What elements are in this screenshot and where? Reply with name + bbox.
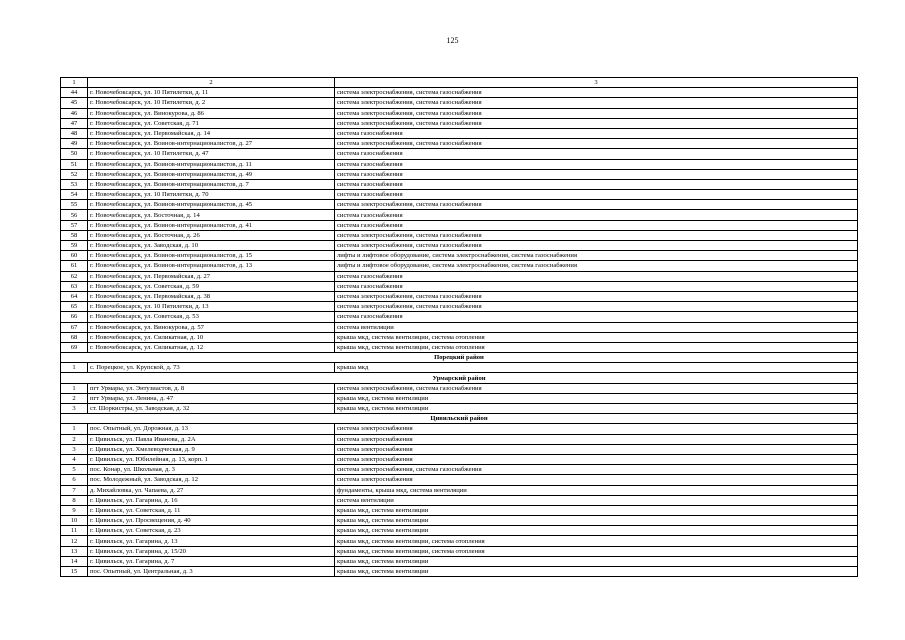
row-address: пос. Конар, ул. Школьная, д. 3 <box>88 465 335 475</box>
row-number: 3 <box>61 444 88 454</box>
table-row <box>61 465 858 475</box>
table-row <box>61 190 858 200</box>
row-address: г. Цивильск, ул. Гагарина, д. 13 <box>88 536 335 546</box>
district-section-row <box>61 353 858 363</box>
row-systems: крыша мкд, система вентиляции, система отопления <box>335 342 858 352</box>
table-row <box>61 475 858 485</box>
page-number: 125 <box>446 36 459 45</box>
table-row <box>61 567 858 577</box>
row-number: 2 <box>61 434 88 444</box>
table-row <box>61 393 858 403</box>
table-row <box>61 149 858 159</box>
row-number: 7 <box>61 485 88 495</box>
row-address: пгт Урмары, ул. Энтузиастов, д. 8 <box>88 383 335 393</box>
row-number: 59 <box>61 241 88 251</box>
row-number: 11 <box>61 526 88 536</box>
row-address: пос. Опытный, ул. Дорожная, д. 13 <box>88 424 335 434</box>
row-systems: система газоснабжения <box>335 281 858 291</box>
row-systems: система электроснабжения, система газоснабжения <box>335 241 858 251</box>
row-address: г. Новочебоксарск, ул. Первомайская, д. 14 <box>88 128 335 138</box>
row-systems: система газоснабжения <box>335 210 858 220</box>
row-systems: система электроснабжения, система газоснабжения <box>335 88 858 98</box>
row-systems: лифты и лифтовое оборудование, система электроснабжения, система газоснабжения <box>335 261 858 271</box>
row-address: ст. Шоркистры, ул. Заводская, д. 32 <box>88 404 335 414</box>
row-address: г. Новочебоксарск, ул. Восточная, д. 26 <box>88 230 335 240</box>
row-systems: система электроснабжения, система газоснабжения <box>335 230 858 240</box>
table-row <box>61 159 858 169</box>
table-row <box>61 495 858 505</box>
table-row <box>61 88 858 98</box>
row-number: 15 <box>61 567 88 577</box>
table-row <box>61 546 858 556</box>
row-address: г. Новочебоксарск, ул. 10 Пятилетки, д. 70 <box>88 190 335 200</box>
row-address: г. Цивильск, ул. Хмелеводческая, д. 9 <box>88 444 335 454</box>
row-address: г. Цивильск, ул. Гагарина, д. 15/20 <box>88 546 335 556</box>
row-address: д. Михайловка, ул. Чапаева, д. 27 <box>88 485 335 495</box>
table-row <box>61 536 858 546</box>
row-number: 1 <box>61 424 88 434</box>
row-systems: крыша мкд <box>335 363 858 373</box>
row-address: г. Новочебоксарск, ул. Заводская, д. 10 <box>88 241 335 251</box>
row-address: с. Порецкое, ул. Крупской, д. 73 <box>88 363 335 373</box>
row-address: г. Новочебоксарск, ул. Воинов-интернационалистов, д. 45 <box>88 200 335 210</box>
row-address: г. Новочебоксарск, ул. 10 Пятилетки, д. 11 <box>88 88 335 98</box>
table-row <box>61 291 858 301</box>
table-row <box>61 128 858 138</box>
row-address: г. Новочебоксарск, ул. Силикатная, д. 10 <box>88 332 335 342</box>
row-systems: крыша мкд, система вентиляции <box>335 516 858 526</box>
row-systems: фундаменты, крыша мкд, система вентиляции <box>335 485 858 495</box>
table-row <box>61 230 858 240</box>
row-number: 50 <box>61 149 88 159</box>
row-number: 6 <box>61 475 88 485</box>
table-row <box>61 485 858 495</box>
row-address: г. Цивильск, ул. Павла Иванова, д. 2А <box>88 434 335 444</box>
row-systems: лифты и лифтовое оборудование, система электроснабжения, система газоснабжения <box>335 251 858 261</box>
row-systems: крыша мкд, система вентиляции <box>335 567 858 577</box>
row-number: 46 <box>61 108 88 118</box>
column-number-3: 3 <box>335 78 858 88</box>
table-row <box>61 312 858 322</box>
row-number: 14 <box>61 556 88 566</box>
row-number: 64 <box>61 291 88 301</box>
row-systems: крыша мкд, система вентиляции <box>335 404 858 414</box>
row-number: 12 <box>61 536 88 546</box>
row-systems: система электроснабжения <box>335 434 858 444</box>
row-systems: крыша мкд, система вентиляции, система отопления <box>335 546 858 556</box>
row-address: пгт Урмары, ул. Ленина, д. 47 <box>88 393 335 403</box>
row-number: 1 <box>61 363 88 373</box>
row-address: г. Новочебоксарск, ул. Воинов-интернационалистов, д. 49 <box>88 169 335 179</box>
row-systems: система вентиляции <box>335 495 858 505</box>
row-systems: крыша мкд, система вентиляции, система отопления <box>335 332 858 342</box>
district-title: Цивильский район <box>61 414 858 424</box>
table-row <box>61 108 858 118</box>
row-systems: система газоснабжения <box>335 190 858 200</box>
row-number: 47 <box>61 118 88 128</box>
row-systems: система электроснабжения, система газоснабжения <box>335 108 858 118</box>
row-number: 61 <box>61 261 88 271</box>
row-systems: система электроснабжения <box>335 444 858 454</box>
row-number: 63 <box>61 281 88 291</box>
row-address: пос. Молодежный, ул. Заводская, д. 12 <box>88 475 335 485</box>
row-systems: система электроснабжения, система газоснабжения <box>335 383 858 393</box>
table-row <box>61 332 858 342</box>
table-row <box>61 516 858 526</box>
row-number: 58 <box>61 230 88 240</box>
column-number-row <box>61 78 858 88</box>
table-row <box>61 241 858 251</box>
row-number: 54 <box>61 190 88 200</box>
row-systems: крыша мкд, система вентиляции, система отопления <box>335 536 858 546</box>
row-systems: система электроснабжения, система газоснабжения <box>335 200 858 210</box>
table-row <box>61 98 858 108</box>
row-systems: система электроснабжения <box>335 424 858 434</box>
table-row <box>61 220 858 230</box>
row-systems: система газоснабжения <box>335 169 858 179</box>
table-row <box>61 505 858 515</box>
row-number: 56 <box>61 210 88 220</box>
row-address: г. Новочебоксарск, ул. Воинов-интернационалистов, д. 13 <box>88 261 335 271</box>
row-address: г. Новочебоксарск, ул. Винокурова, д. 57 <box>88 322 335 332</box>
row-address: г. Цивильск, ул. Просвещения, д. 40 <box>88 516 335 526</box>
row-address: г. Новочебоксарск, ул. 10 Пятилетки, д. 13 <box>88 302 335 312</box>
row-number: 13 <box>61 546 88 556</box>
table-row <box>61 424 858 434</box>
row-number: 45 <box>61 98 88 108</box>
row-address: г. Цивильск, ул. Юбилейная, д. 13, корп. 1 <box>88 454 335 464</box>
table-row <box>61 169 858 179</box>
row-systems: крыша мкд, система вентиляции <box>335 556 858 566</box>
column-number-2: 2 <box>88 78 335 88</box>
row-address: г. Новочебоксарск, ул. 10 Пятилетки, д. 47 <box>88 149 335 159</box>
table-row <box>61 444 858 454</box>
table-row <box>61 404 858 414</box>
table-row <box>61 302 858 312</box>
row-number: 67 <box>61 322 88 332</box>
row-systems: система вентиляции <box>335 322 858 332</box>
row-address: г. Цивильск, ул. Гагарина, д. 16 <box>88 495 335 505</box>
row-address: г. Цивильск, ул. Советская, д. 23 <box>88 526 335 536</box>
row-systems: крыша мкд, система вентиляции <box>335 505 858 515</box>
row-address: г. Новочебоксарск, ул. Воинов-интернационалистов, д. 15 <box>88 251 335 261</box>
row-number: 69 <box>61 342 88 352</box>
row-systems: система газоснабжения <box>335 128 858 138</box>
table-row <box>61 342 858 352</box>
row-number: 44 <box>61 88 88 98</box>
column-number-1: 1 <box>61 78 88 88</box>
row-address: г. Новочебоксарск, ул. Воинов-интернационалистов, д. 11 <box>88 159 335 169</box>
row-address: г. Новочебоксарск, ул. Советская, д. 53 <box>88 312 335 322</box>
row-number: 8 <box>61 495 88 505</box>
row-number: 10 <box>61 516 88 526</box>
table-row <box>61 526 858 536</box>
row-number: 52 <box>61 169 88 179</box>
district-section-row <box>61 414 858 424</box>
table-row <box>61 434 858 444</box>
row-systems: система электроснабжения, система газоснабжения <box>335 139 858 149</box>
table-row <box>61 251 858 261</box>
row-number: 65 <box>61 302 88 312</box>
row-address: пос. Опытный, ул. Центральная, д. 3 <box>88 567 335 577</box>
table-row <box>61 261 858 271</box>
row-systems: система электроснабжения, система газоснабжения <box>335 118 858 128</box>
row-number: 48 <box>61 128 88 138</box>
row-number: 3 <box>61 404 88 414</box>
row-systems: система газоснабжения <box>335 312 858 322</box>
table-row <box>61 200 858 210</box>
row-systems: система электроснабжения, система газоснабжения <box>335 291 858 301</box>
table-row <box>61 383 858 393</box>
row-number: 53 <box>61 179 88 189</box>
registry-table-body <box>61 78 858 577</box>
row-systems: система газоснабжения <box>335 179 858 189</box>
table-row <box>61 118 858 128</box>
row-address: г. Цивильск, ул. Советская, д. 11 <box>88 505 335 515</box>
table-row <box>61 556 858 566</box>
row-number: 60 <box>61 251 88 261</box>
row-systems: система газоснабжения <box>335 271 858 281</box>
row-address: г. Новочебоксарск, ул. Первомайская, д. 27 <box>88 271 335 281</box>
row-address: г. Новочебоксарск, ул. 10 Пятилетки, д. 2 <box>88 98 335 108</box>
row-number: 4 <box>61 454 88 464</box>
row-number: 51 <box>61 159 88 169</box>
row-systems: система электроснабжения <box>335 454 858 464</box>
row-number: 57 <box>61 220 88 230</box>
row-number: 9 <box>61 505 88 515</box>
row-address: г. Новочебоксарск, ул. Советская, д. 71 <box>88 118 335 128</box>
registry-table <box>60 77 858 577</box>
row-address: г. Новочебоксарск, ул. Советская, д. 59 <box>88 281 335 291</box>
row-systems: система газоснабжения <box>335 220 858 230</box>
table-row <box>61 271 858 281</box>
row-systems: система газоснабжения <box>335 159 858 169</box>
row-number: 68 <box>61 332 88 342</box>
row-systems: крыша мкд, система вентиляции <box>335 393 858 403</box>
row-systems: система газоснабжения <box>335 149 858 159</box>
row-number: 2 <box>61 393 88 403</box>
table-row <box>61 322 858 332</box>
row-number: 49 <box>61 139 88 149</box>
row-number: 5 <box>61 465 88 475</box>
row-number: 55 <box>61 200 88 210</box>
row-address: г. Новочебоксарск, ул. Воинов-интернационалистов, д. 41 <box>88 220 335 230</box>
row-number: 62 <box>61 271 88 281</box>
row-address: г. Новочебоксарск, ул. Винокурова, д. 86 <box>88 108 335 118</box>
row-number: 66 <box>61 312 88 322</box>
district-title: Урмарский район <box>61 373 858 383</box>
row-address: г. Новочебоксарск, ул. Первомайская, д. 38 <box>88 291 335 301</box>
row-address: г. Новочебоксарск, ул. Силикатная, д. 12 <box>88 342 335 352</box>
row-number: 1 <box>61 383 88 393</box>
row-systems: крыша мкд, система вентиляции <box>335 526 858 536</box>
district-section-row <box>61 373 858 383</box>
table-row <box>61 139 858 149</box>
district-title: Порецкий район <box>61 353 858 363</box>
table-row <box>61 281 858 291</box>
row-address: г. Новочебоксарск, ул. Воинов-интернационалистов, д. 27 <box>88 139 335 149</box>
row-systems: система электроснабжения, система газоснабжения <box>335 465 858 475</box>
row-systems: система электроснабжения, система газоснабжения <box>335 302 858 312</box>
row-address: г. Новочебоксарск, ул. Восточная, д. 14 <box>88 210 335 220</box>
table-row <box>61 210 858 220</box>
table-row <box>61 454 858 464</box>
row-systems: система электроснабжения, система газоснабжения <box>335 98 858 108</box>
row-address: г. Новочебоксарск, ул. Воинов-интернационалистов, д. 7 <box>88 179 335 189</box>
row-systems: система электроснабжения <box>335 475 858 485</box>
row-address: г. Цивильск, ул. Гагарина, д. 7 <box>88 556 335 566</box>
table-row <box>61 179 858 189</box>
table-row <box>61 363 858 373</box>
